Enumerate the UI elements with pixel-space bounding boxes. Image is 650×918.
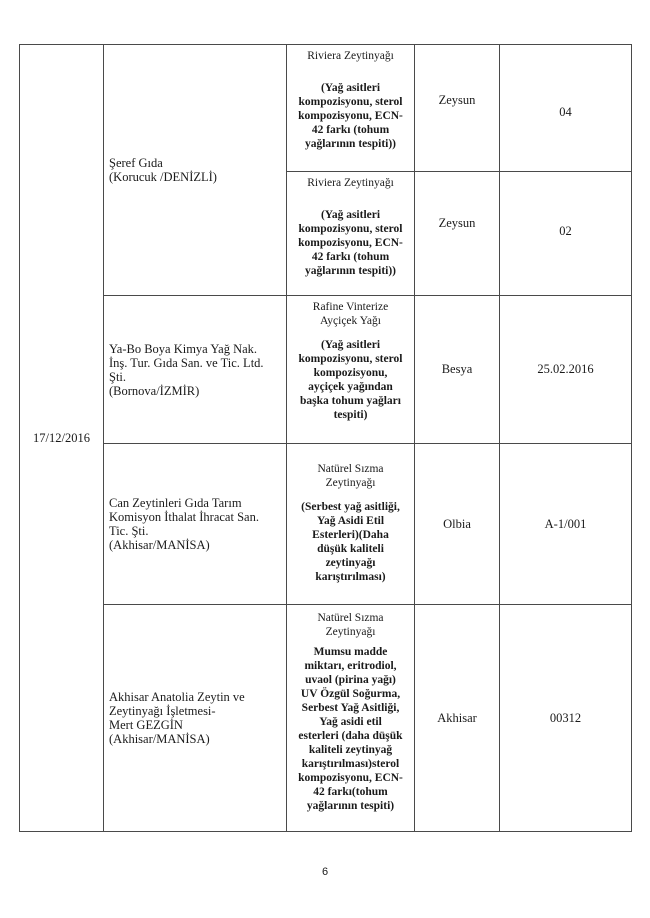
firm-line: Şeref Gıda: [109, 156, 163, 170]
analysis-line: yağlarının tespiti): [306, 800, 395, 812]
brand-cell: Zeysun: [415, 172, 500, 296]
firm-line: Zeytinyağı İşletmesi-: [109, 704, 216, 718]
lot-cell: 04: [500, 45, 632, 172]
product-name: Zeytinyağı: [325, 477, 376, 489]
table-row: [20, 45, 632, 172]
analysis-line: başka tohum yağları: [300, 395, 401, 407]
product-name: Riviera Zeytinyağı: [307, 50, 394, 62]
firm-line: Can Zeytinleri Gıda Tarım: [109, 496, 242, 510]
firm-cell: [104, 296, 287, 444]
table-row: [20, 296, 632, 444]
analysis-line: tespiti): [333, 409, 368, 421]
analysis-line: yağlarının tespiti)): [304, 138, 397, 150]
product-cell: [287, 444, 415, 605]
brand-cell: Zeysun: [415, 45, 500, 172]
product-name: Natürel Sızma: [317, 463, 384, 475]
product-cell: [287, 296, 415, 444]
analysis-line: zeytinyağı: [325, 557, 376, 569]
firm-line: (Akhisar/MANİSA): [109, 538, 210, 552]
product-name: Natürel Sızma: [317, 612, 384, 624]
analysis-line: ayçiçek yağından: [308, 381, 393, 393]
firm-line: (Akhisar/MANİSA): [109, 732, 210, 746]
firm-line: İnş. Tur. Gıda San. ve Tic. Ltd.: [109, 355, 264, 370]
firm-cell: [104, 605, 287, 832]
analysis-line: Mumsu madde: [313, 646, 388, 658]
analysis-line: düşük kaliteli: [317, 543, 384, 555]
firm-line: (Korucuk /DENİZLİ): [109, 170, 217, 184]
firm-line: Komisyon İthalat İhracat San.: [109, 510, 259, 524]
table-row: [20, 605, 632, 832]
analysis-line: (Yağ asitleri: [320, 339, 381, 351]
analysis-line: 42 farkı (tohum: [311, 251, 390, 263]
firm-line: Şti.: [109, 369, 127, 384]
product-cell: [287, 172, 415, 296]
lot-cell: 25.02.2016: [500, 296, 632, 444]
page-number: 6: [321, 866, 329, 878]
analysis-line: miktarı, eritrodiol,: [304, 660, 397, 672]
lot-cell: A-1/001: [500, 444, 632, 605]
analysis-line: kompozisyonu, sterol: [298, 353, 403, 365]
analysis-line: (Serbest yağ asitliği,: [301, 501, 400, 513]
brand-cell: Besya: [415, 296, 500, 444]
table-row: [20, 444, 632, 605]
firm-line: (Bornova/İZMİR): [109, 383, 200, 398]
analysis-text: [291, 645, 410, 813]
analysis-text: [291, 208, 410, 278]
analysis-text: [291, 338, 410, 422]
analysis-line: Esterleri)(Daha: [312, 529, 389, 541]
analysis-line: 42 farkı (tohum: [311, 124, 390, 136]
lot-cell: 02: [500, 172, 632, 296]
analysis-line: kompozisyonu, ECN-: [298, 772, 403, 784]
analysis-line: esterleri (daha düşük: [298, 730, 403, 742]
brand-cell: Olbia: [415, 444, 500, 605]
analysis-line: kaliteli zeytinyağ: [308, 744, 393, 756]
analysis-line: kompozisyonu, sterol: [298, 223, 403, 235]
analysis-line: uvaol (pirina yağı): [305, 674, 396, 686]
analysis-line: (Yağ asitleri: [320, 82, 381, 94]
date-cell: 17/12/2016: [20, 45, 104, 832]
analysis-line: Serbest Yağ Asitliği,: [301, 702, 400, 714]
firm-line: Mert GEZGİN: [109, 718, 183, 732]
analysis-line: kompozisyonu,: [313, 367, 388, 379]
firm-line: Tic. Şti.: [109, 524, 149, 538]
analysis-line: (Yağ asitleri: [320, 209, 381, 221]
analysis-line: kompozisyonu, sterol: [298, 96, 403, 108]
analysis-line: karıştırılması): [315, 571, 386, 583]
product-name: Riviera Zeytinyağı: [307, 177, 394, 189]
analysis-line: kompozisyonu, ECN-: [298, 110, 403, 122]
analysis-line: yağlarının tespiti)): [304, 265, 397, 277]
product-name: Ayçiçek Yağı: [320, 315, 381, 327]
firm-line: Akhisar Anatolia Zeytin ve: [109, 690, 245, 704]
analysis-line: karıştırılması)sterol: [301, 758, 400, 770]
analysis-text: [291, 500, 410, 584]
product-name: Rafine Vinterize: [312, 301, 389, 313]
inspection-table: [19, 44, 632, 832]
analysis-line: 42 farkı(tohum: [313, 786, 388, 798]
product-cell: [287, 605, 415, 832]
product-name: Zeytinyağı: [325, 626, 376, 638]
firm-line: Ya-Bo Boya Kimya Yağ Nak.: [109, 341, 258, 356]
firm-cell: [104, 444, 287, 605]
firm-cell: [104, 45, 287, 296]
analysis-line: Yağ asidi etil: [319, 716, 382, 728]
analysis-text: [291, 81, 410, 151]
lot-cell: 00312: [500, 605, 632, 832]
brand-cell: Akhisar: [415, 605, 500, 832]
analysis-line: UV Özgül Soğurma,: [300, 688, 401, 700]
analysis-line: Yağ Asidi Etil: [316, 515, 385, 527]
analysis-line: kompozisyonu, ECN-: [298, 237, 403, 249]
product-cell: [287, 45, 415, 172]
